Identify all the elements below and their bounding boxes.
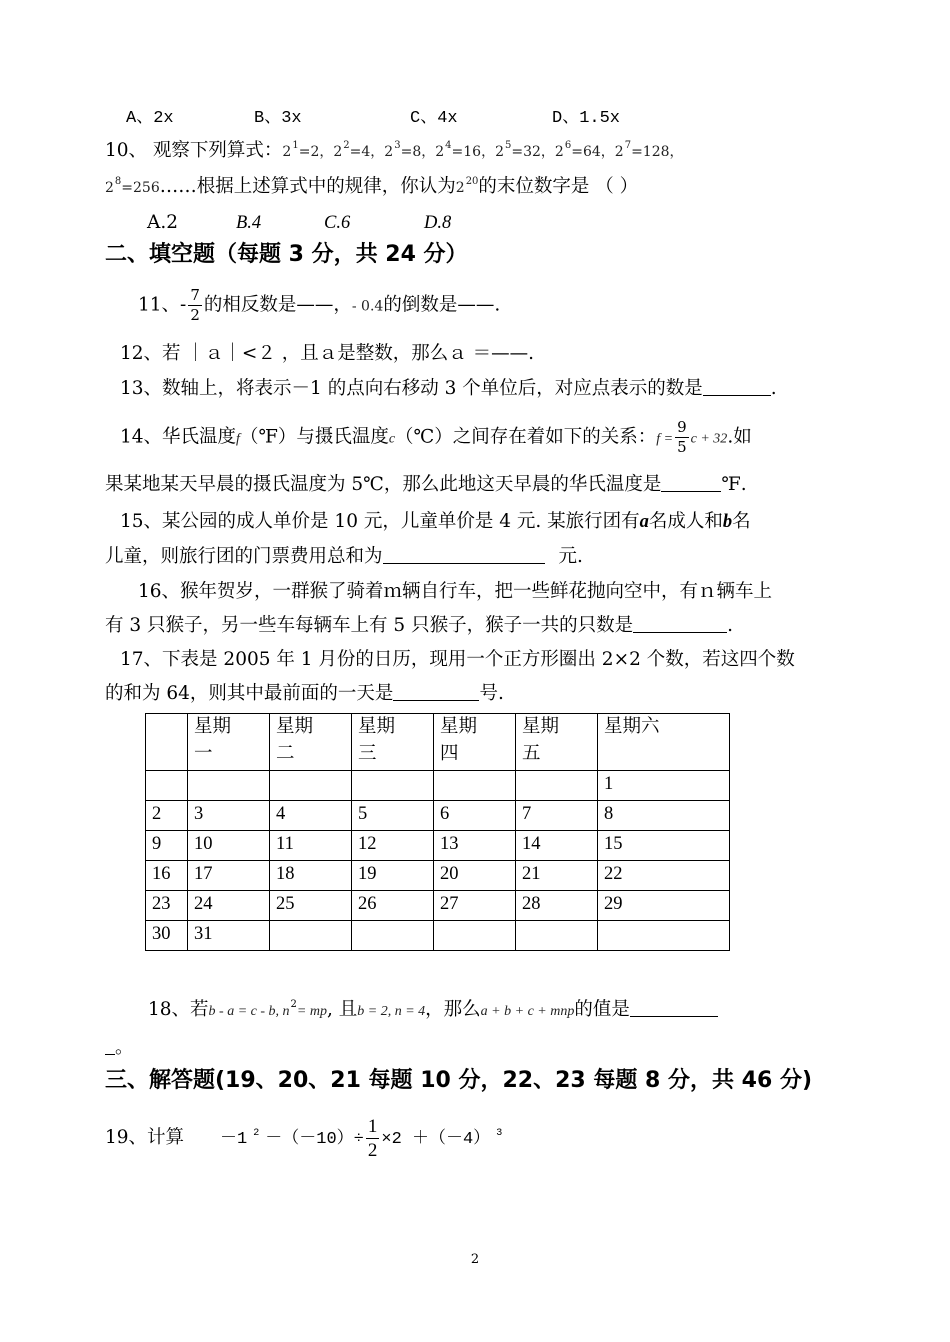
calendar-row [146, 771, 730, 801]
q16-answer-blank[interactable] [633, 614, 727, 633]
calendar-cell: 12 [352, 831, 434, 861]
calendar-cell: 20 [434, 861, 516, 891]
q10-eq-5: $2^5=32$， [495, 140, 555, 160]
q10-eq-1: $2^1=2$， [282, 140, 334, 160]
q11-fraction: $\frac{7}{2}$ [190, 286, 200, 324]
q10-eq-2: $2^2=4$， [333, 140, 385, 160]
q9-option-c: C、4x [410, 109, 458, 128]
q18-answer-blank[interactable] [630, 998, 718, 1017]
calendar-cell: 28 [516, 891, 598, 921]
q10-option-a: A.2 [147, 212, 179, 233]
calendar-cell: 3 [188, 801, 270, 831]
calendar-cell [188, 771, 270, 801]
q11-neg-decimal: - 0.4 [351, 298, 384, 315]
q14-fraction: $\frac{9}{5}$ [677, 418, 687, 456]
calendar-cell [434, 771, 516, 801]
calendar-header-tue: 星期 二 [270, 714, 352, 771]
page-number: 2 [470, 1252, 480, 1267]
q11-label: 11、 [138, 294, 181, 316]
calendar-row [146, 921, 730, 951]
q10-option-c: C.6 [324, 213, 351, 233]
question-15-line1: 15、某公园的成人单价是 10 元，儿童单价是 4 元. 某旅行团有a名成人和b名 [120, 511, 751, 532]
q10-option-b: B.4 [236, 213, 262, 233]
q14-answer-blank[interactable] [661, 473, 721, 492]
calendar-cell: 1 [598, 771, 730, 801]
calendar-cell: 16 [146, 861, 188, 891]
question-18-line2: 。 [105, 1035, 134, 1061]
calendar-cell [434, 921, 516, 951]
q15-answer-blank[interactable] [383, 545, 545, 564]
calendar-cell: 23 [146, 891, 188, 921]
question-10-line2 [105, 174, 638, 203]
question-12: 12、若 ｜ａ｜<２ ，且ａ是整数，那么ａ ＝——. [120, 343, 535, 364]
calendar-cell [146, 771, 188, 801]
question-19: 19、计算 －1 $^2$ －（－10）÷ $\frac{1}{2}$ ×2 ＋（－4） $^3$ [105, 1116, 503, 1161]
calendar-cell: 10 [188, 831, 270, 861]
question-14-line1: 14、华氏温度f（℉）与摄氏温度c（℃）之间存在着如下的关系：f = $\frac{9}{5}$ c + 32.如 [120, 418, 752, 456]
q10-target: $2^{20}$ [455, 176, 479, 196]
calendar-header-wed: 星期 三 [352, 714, 434, 771]
section-2-heading: 二、填空题（每题 3 分，共 24 分） [105, 242, 468, 267]
question-13: 13、数轴上，将表示－1 的点向右移动 3 个单位后，对应点表示的数是 . [120, 378, 777, 399]
q10-tail: 的末位数字是 （ ） [478, 176, 639, 197]
calendar-cell: 5 [352, 801, 434, 831]
question-16-line1: 16、猴年贺岁，一群猴了骑着ｍ辆自行车，把一些鲜花抛向空中，有ｎ辆车上 [138, 581, 773, 602]
calendar-cell: 30 [146, 921, 188, 951]
calendar-cell: 15 [598, 831, 730, 861]
calendar-cell: 27 [434, 891, 516, 921]
calendar-cell: 6 [434, 801, 516, 831]
q10-eq-8: $2^8=256$ [105, 176, 160, 196]
calendar-cell: 2 [146, 801, 188, 831]
q17-answer-blank[interactable] [393, 682, 479, 701]
question-17-line1: 17、下表是 2005 年 1 月份的日历，现用一个正方形圈出 2×2 个数，若这四个数 [120, 649, 795, 670]
calendar-cell [516, 771, 598, 801]
question-14-line2: 果某地某天早晨的摄氏温度为 5℃，那么此地这天早晨的华氏温度是 ℉. [105, 474, 747, 495]
q10-eq-7: $2^7=128$， [614, 140, 684, 160]
calendar-cell [270, 921, 352, 951]
q9-option-b: B、3x [254, 109, 302, 128]
calendar-cell: 19 [352, 861, 434, 891]
calendar-header-thu: 星期 四 [434, 714, 516, 771]
q9-option-a: A、2x [126, 109, 174, 128]
q9-option-d: D、1.5x [552, 109, 621, 128]
calendar-cell: 25 [270, 891, 352, 921]
q10-label: 10、 观察下列算式： [105, 140, 283, 161]
q10-eq-4: $2^4=16$， [435, 140, 496, 160]
calendar-header-row [146, 714, 730, 771]
calendar-cell [352, 771, 434, 801]
q10-eq-6: $2^6=64$， [554, 140, 615, 160]
calendar-row [146, 861, 730, 891]
calendar-cell: 18 [270, 861, 352, 891]
calendar-cell: 31 [188, 921, 270, 951]
calendar-row [146, 831, 730, 861]
calendar-cell: 24 [188, 891, 270, 921]
calendar-cell: 22 [598, 861, 730, 891]
calendar-cell [352, 921, 434, 951]
calendar-cell [270, 771, 352, 801]
q19-fraction: $\frac{1}{2}$ [367, 1116, 378, 1161]
question-15-line2: 儿童，则旅行团的门票费用总和为 元. [105, 546, 583, 567]
calendar-header-fri: 星期 五 [516, 714, 598, 771]
question-10-line1 [105, 138, 684, 167]
calendar-table [145, 713, 730, 951]
section-3-heading: 三、解答题(19、20、21 每题 10 分，22、23 每题 8 分，共 46 分) [105, 1068, 812, 1093]
calendar-cell: 13 [434, 831, 516, 861]
calendar-cell: 14 [516, 831, 598, 861]
question-16-line2: 有 3 只猴子，另一些车每辆车上有 5 只猴子，猴子一共的只数是 . [105, 615, 733, 636]
calendar-cell: 29 [598, 891, 730, 921]
calendar-cell [516, 921, 598, 951]
question-11: 11、- $\frac{7}{2}$ 的相反数是——，- 0.4的倒数是——. [138, 286, 501, 324]
calendar-row [146, 801, 730, 831]
calendar-cell [598, 921, 730, 951]
calendar-cell: 26 [352, 891, 434, 921]
q10-eq-3: $2^3=8$， [384, 140, 436, 160]
q18-answer-blank-cont[interactable] [105, 1036, 115, 1055]
calendar-header-mon: 星期 一 [188, 714, 270, 771]
q10-text: ……根据上述算式中的规律，你认为 [159, 176, 456, 197]
calendar-cell: 21 [516, 861, 598, 891]
calendar-header-sat: 星期六 [598, 714, 730, 771]
calendar-cell: 8 [598, 801, 730, 831]
question-18: 18、若b - a = c - b, $n^2=$ mp, 且b = 2, n = 4，那么a + b + c + mnp的值是 [148, 997, 718, 1026]
calendar-cell: 11 [270, 831, 352, 861]
calendar-header-cell [146, 714, 188, 771]
calendar-cell: 7 [516, 801, 598, 831]
calendar-cell: 4 [270, 801, 352, 831]
q13-answer-blank[interactable] [703, 377, 771, 396]
q19-label: 19、计算 [105, 1126, 185, 1148]
calendar-cell: 9 [146, 831, 188, 861]
calendar-row [146, 891, 730, 921]
calendar-cell: 17 [188, 861, 270, 891]
question-17-line2: 的和为 64，则其中最前面的一天是 号. [105, 683, 504, 704]
q10-option-d: D.8 [424, 213, 452, 233]
